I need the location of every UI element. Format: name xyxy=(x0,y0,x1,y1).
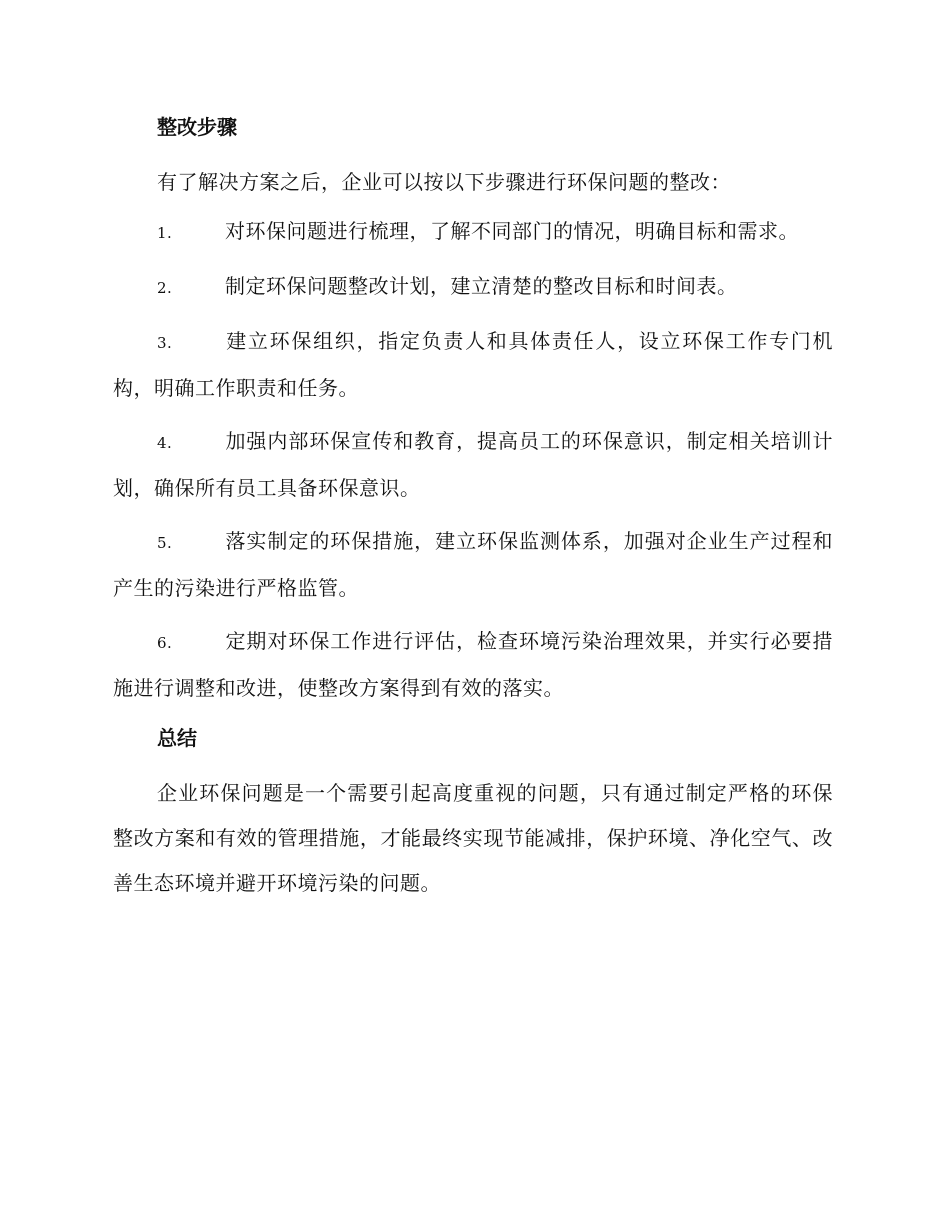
step-number: 3. xyxy=(157,334,173,352)
intro-paragraph: 有了解决方案之后，企业可以按以下步骤进行环保问题的整改： xyxy=(157,170,731,194)
section-heading-rectification-steps: 整改步骤 xyxy=(157,115,237,139)
step-text: 定期对环保工作进行评估，检查环境污染治理效果，并实行必要措施进行调整和改进，使整改方案得到有效的落实。 xyxy=(113,629,833,700)
step-number: 5. xyxy=(157,534,173,552)
step-item-4 xyxy=(113,419,833,511)
step-text: 制定环保问题整改计划，建立清楚的整改目标和时间表。 xyxy=(225,274,738,298)
step-text: 落实制定的环保措施，建立环保监测体系，加强对企业生产过程和产生的污染进行严格监管。 xyxy=(113,529,833,600)
step-text: 加强内部环保宣传和教育，提高员工的环保意识，制定相关培训计划，确保所有员工具备环保意识。 xyxy=(113,429,833,500)
step-number: 4. xyxy=(157,434,173,452)
document-content xyxy=(113,108,833,910)
step-text: 建立环保组织，指定负责人和具体责任人，设立环保工作专门机构，明确工作职责和任务。 xyxy=(113,329,833,400)
step-number: 6. xyxy=(157,634,173,652)
step-item-3 xyxy=(113,319,833,411)
step-item-5 xyxy=(113,519,833,611)
step-item-1 xyxy=(113,209,833,256)
section-heading-summary: 总结 xyxy=(157,726,197,750)
step-number: 1. xyxy=(157,224,173,242)
summary-paragraph: 企业环保问题是一个需要引起高度重视的问题，只有通过制定严格的环保整改方案和有效的管理措施，才能最终实现节能减排，保护环境、净化空气、改善生态环境并避开环境污染的问题。 xyxy=(113,781,833,895)
step-number: 2. xyxy=(157,279,173,297)
step-item-6 xyxy=(113,619,833,711)
step-item-2 xyxy=(113,264,833,311)
step-text: 对环保问题进行梳理，了解不同部门的情况，明确目标和需求。 xyxy=(225,219,799,243)
